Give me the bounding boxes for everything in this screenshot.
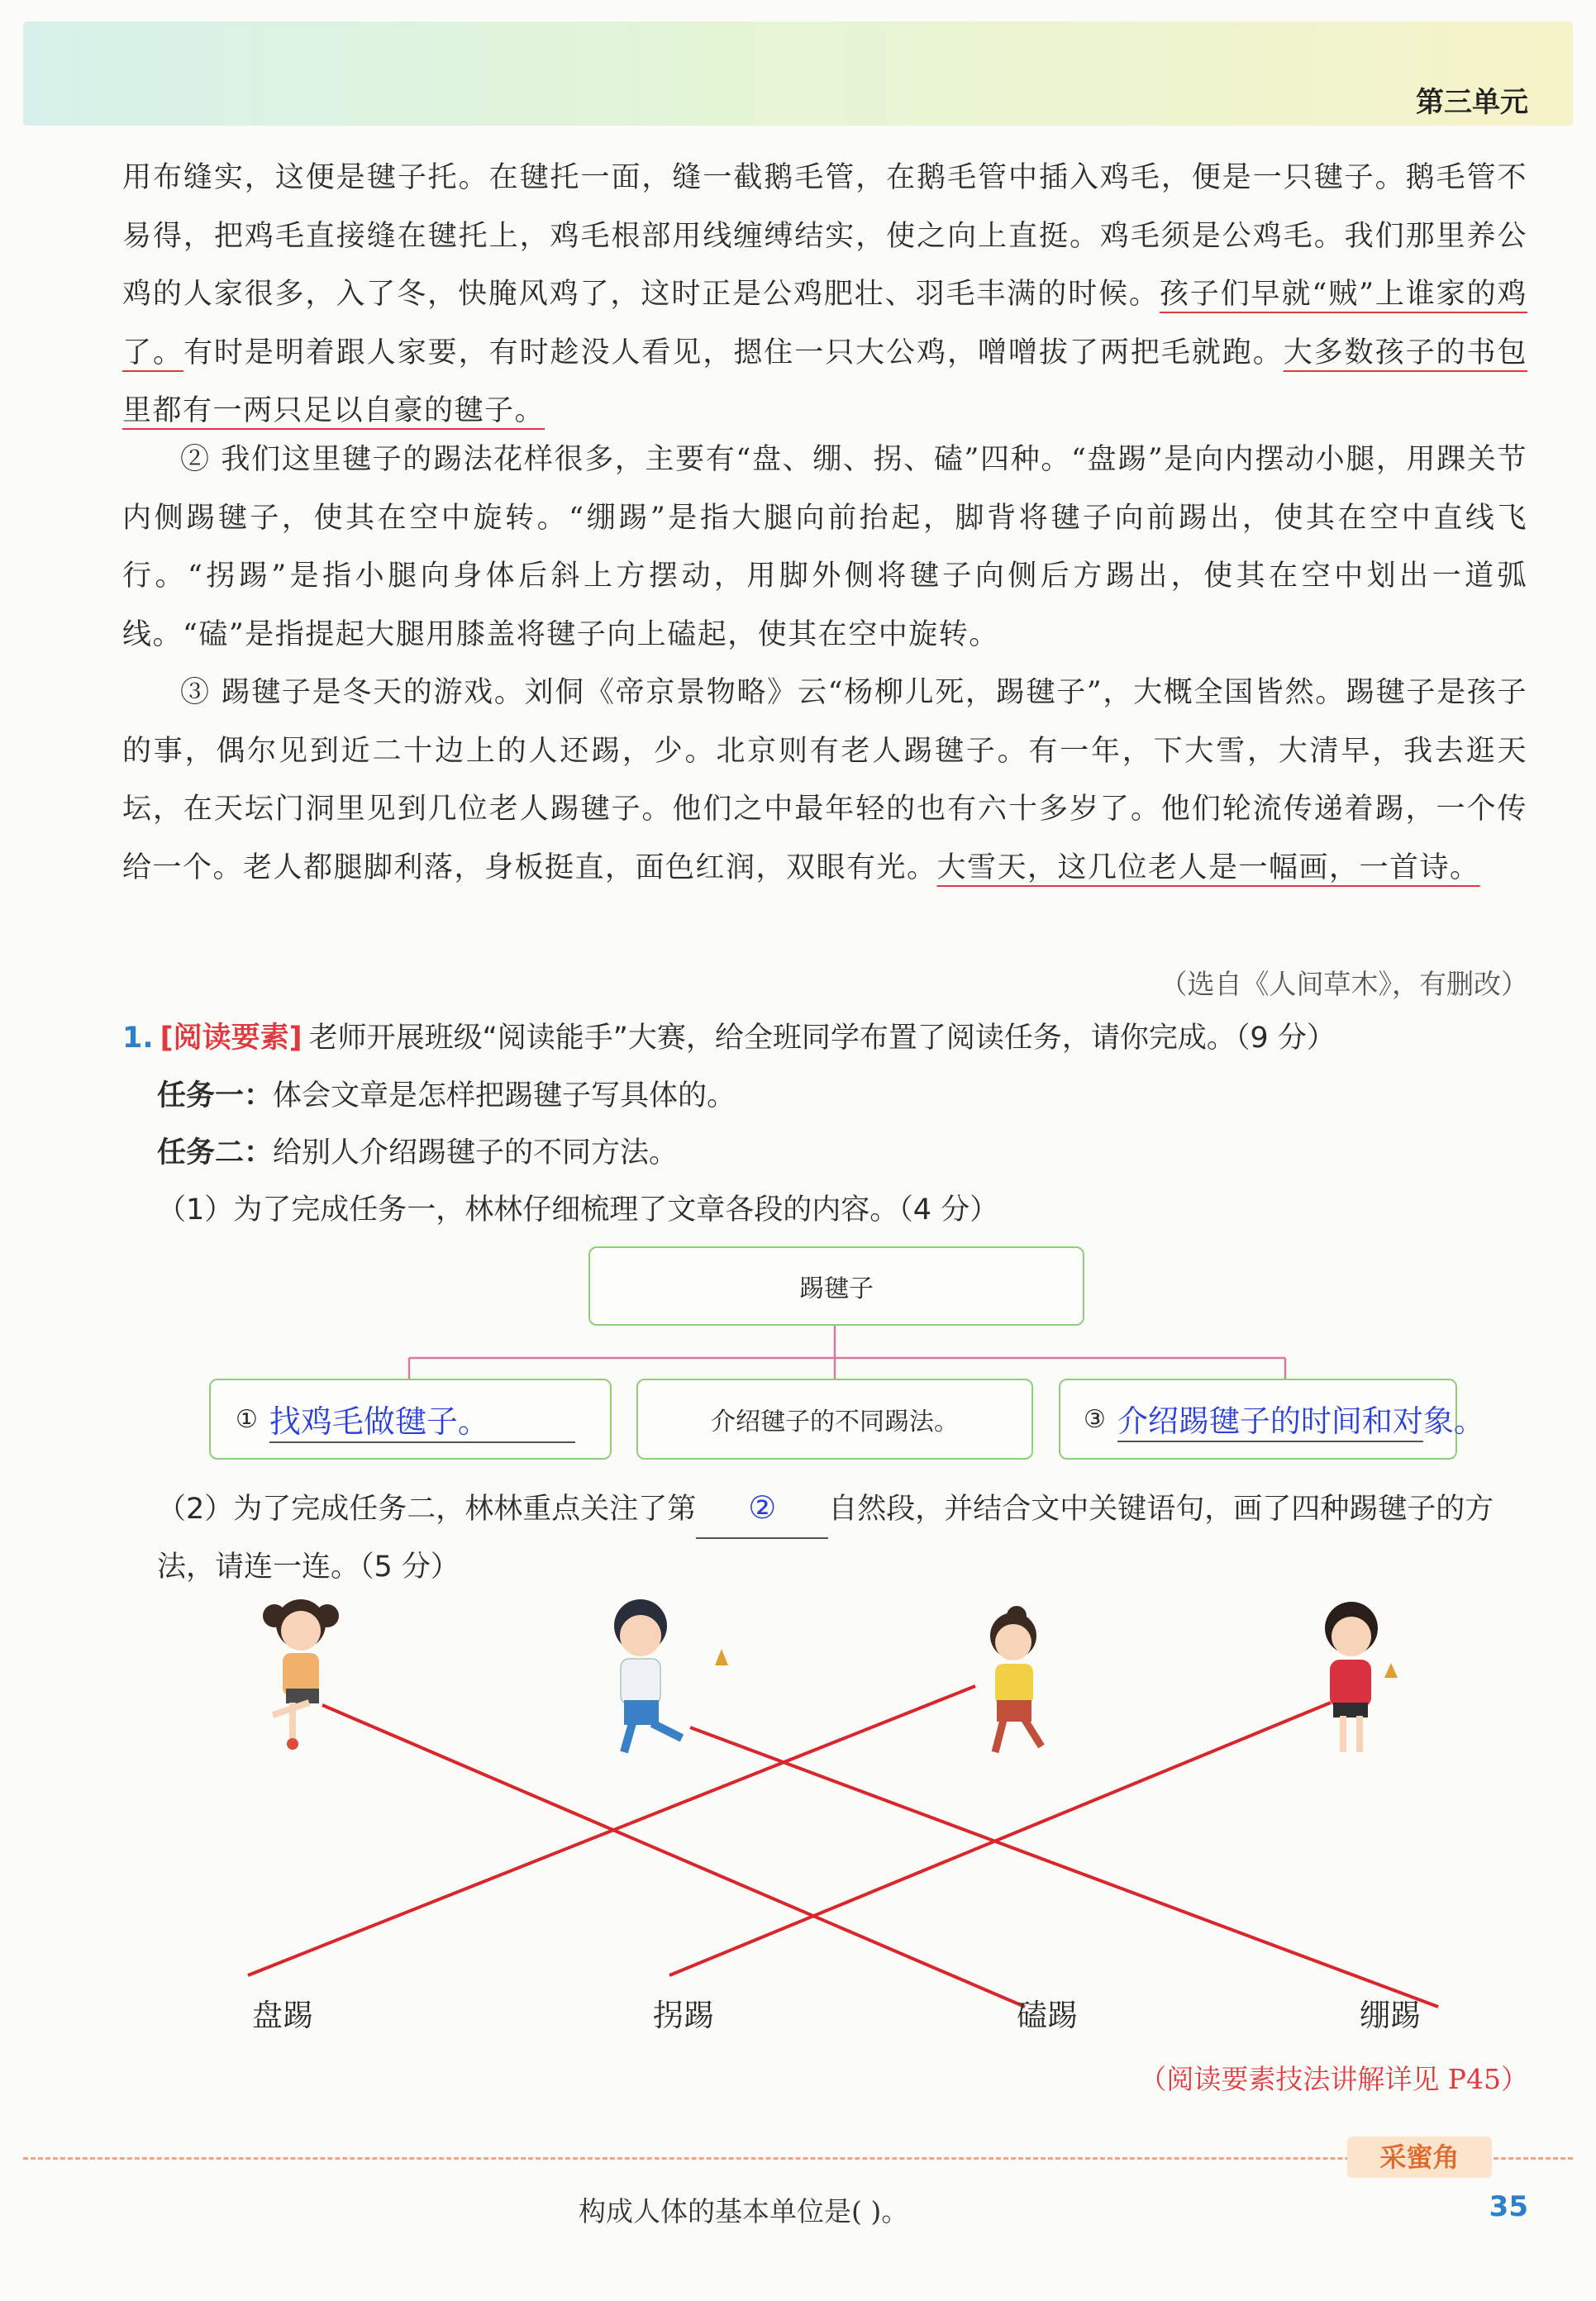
task1-text: 体会文章是怎样把踢毽子写具体的。 <box>273 1079 736 1112</box>
method-label-guai: 拐踢 <box>653 1998 714 2033</box>
diagram-box-2-label: 介绍毽子的不同踢法。 <box>711 1408 959 1436</box>
match-line-4 <box>669 1703 1331 1975</box>
task2-label: 任务二： <box>157 1136 274 1170</box>
diagram-root-label: 踢毽子 <box>799 1274 874 1303</box>
sub-question-1: （1）为了完成任务一，林林仔细梳理了文章各段的内容。（4 分） <box>157 1193 999 1227</box>
diagram-box-3-answer: 介绍踢毽子的时间和对象。 <box>1117 1403 1484 1439</box>
footer-divider <box>23 2157 1573 2160</box>
reference-note: （阅读要素技法讲解详见 P45） <box>1139 2063 1528 2095</box>
page-number: 35 <box>1489 2190 1528 2223</box>
unit-title: 第三单元 <box>1416 86 1528 119</box>
p1-text-a: 用布缝实，这便是毽子托。在毽托一面，缝一截鹅毛管，在鹅毛管中插入鸡毛，便是一只毽子。鹅毛管不易得，把鸡毛直接缝在毽托上，鸡毛根部用线缠缚结实，使之向上直挺。鸡毛须是公鸡毛。我们那里养公鸡的人家很多，入了冬，快腌风鸡了，这时正是公鸡肥壮、羽毛丰满的时候。 <box>122 161 1527 311</box>
p1-underlined-d: 大多数孩子的书包里都有一两只足以自豪的毽子。 <box>122 336 1527 427</box>
method-label-ke: 磕踢 <box>1017 1998 1078 2033</box>
sub2-before: （2）为了完成任务二，林林重点关注了第 <box>157 1493 697 1526</box>
p3-text-a: ③ 踢毽子是冬天的游戏。刘侗《帝京景物略》云“杨柳儿死，踢毽子”，大概全国皆然。踢毽子是孩子的事，偶尔见到近二十边上的人还踢，少。北京则有老人踢毽子。有一年，下大雪，大清早，我去逛天坛，在天坛门洞里见到几位老人踢毽子。他们之中最年轻的也有六十多岁了。他们轮流传递着踢，一个传给一个。老人都腿脚利落，身板挺直，面色红润，双眼有光。 <box>122 676 1527 884</box>
sub2-answer: ② <box>748 1489 777 1526</box>
question-tag: [阅读要素] <box>160 1022 303 1055</box>
question-number: 1. <box>122 1022 154 1055</box>
match-line-1 <box>322 1705 1025 2007</box>
footer-question: 构成人体的基本单位是( )。 <box>579 2195 909 2227</box>
passage-paragraph-2: ② 我们这里毽子的踢法花样很多，主要有“盘、绷、拐、磕”四种。“盘踢”是向内摆动小腿，用踝关节内侧踢毽子，使其在空中旋转。“绷踢”是指大腿向前抬起，脚背将毽子向前踢出，使其在空中直线飞行。“拐踢”是指小腿向身体后斜上方摆动，用脚外侧将毽子向侧后方踢出，使其在空中划出一道弧线。“磕”是指提起大腿用膝盖将毽子向上磕起，使其在空中旋转。 <box>122 443 1527 651</box>
task1-label: 任务一： <box>157 1079 274 1112</box>
match-line-3 <box>248 1686 975 1975</box>
diagram-box-3-number: ③ <box>1084 1404 1106 1434</box>
p1-text-c: 有时是明着跟人家要，有时趁没人看见，摁住一只大公鸡，噌噌拔了两把毛就跑。 <box>183 336 1284 369</box>
p3-underlined-b: 大雪天，这几位老人是一幅画，一首诗。 <box>936 850 1480 884</box>
method-label-beng: 绷踢 <box>1360 1998 1421 2033</box>
sub2-after: 自然段，并结合文中关键语句，画了四种踢毽子的方法，请连一连。（5 分） <box>157 1493 1494 1584</box>
task2-text: 给别人介绍踢毽子的不同方法。 <box>273 1136 679 1170</box>
match-line-2 <box>690 1727 1438 2007</box>
p1-underlined-b: 孩子们早就“贼”上谁家的鸡了。 <box>122 278 1527 369</box>
diagram-box-1-number: ① <box>236 1404 258 1434</box>
question-stem: 老师开展班级“阅读能手”大赛，给全班同学布置了阅读任务，请你完成。（9 分） <box>308 1022 1336 1055</box>
brand-badge: 采蜜角 <box>1347 2137 1492 2178</box>
method-label-pan: 盘踢 <box>252 1998 313 2033</box>
passage-source: （选自《人间草木》，有删改） <box>1160 968 1528 1000</box>
diagram-box-1-answer: 找鸡毛做毽子。 <box>269 1403 489 1440</box>
